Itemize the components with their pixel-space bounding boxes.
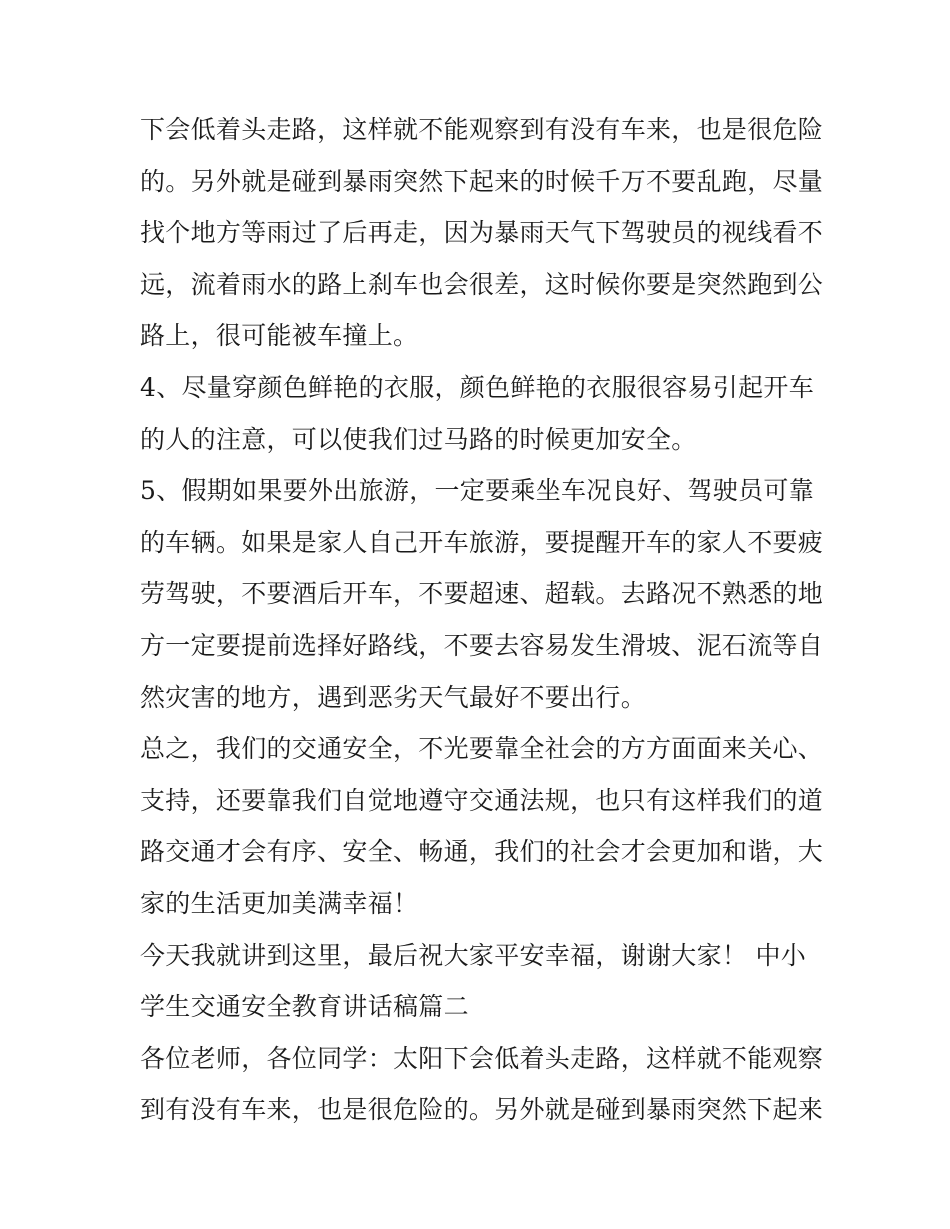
text-line: 支持，还要靠我们自觉地遵守交通法规，也只有这样我们的道 — [140, 785, 824, 815]
text-line: 各位老师，各位同学：太阳下会低着头走路，这样就不能观察 — [140, 1043, 824, 1073]
text-line: 方一定要提前选择好路线，不要去容易发生滑坡、泥石流等自 — [140, 630, 824, 660]
text-line: 下会低着头走路，这样就不能观察到有没有车来，也是很危险 — [140, 115, 824, 144]
text-line: 路上，很可能被车撞上。 — [140, 321, 419, 351]
text-line: 总之，我们的交通安全，不光要靠全社会的方方面面来关心、 — [140, 734, 824, 764]
text-line: 的人的注意，可以使我们过马路的时候更加安全。 — [140, 424, 697, 454]
text-line: 劳驾驶，不要酒后开车，不要超速、超载。去路况不熟悉的地 — [140, 579, 824, 609]
section-heading-line: 学生交通安全教育讲话稿篇二 — [140, 992, 469, 1022]
document-body — [140, 104, 824, 1136]
text-line: 今天我就讲到这里，最后祝大家平安幸福，谢谢大家！ 中小 — [140, 940, 807, 970]
text-line: 5、假期如果要外出旅游，一定要乘坐车况良好、驾驶员可靠 — [140, 476, 815, 506]
text-line: 的。另外就是碰到暴雨突然下起来的时候千万不要乱跑，尽量 — [140, 166, 824, 196]
text-line: 的车辆。如果是家人自己开车旅游，要提醒开车的家人不要疲 — [140, 527, 824, 557]
text-line: 找个地方等雨过了后再走，因为暴雨天气下驾驶员的视线看不 — [140, 218, 824, 248]
text-line: 家的生活更加美满幸福！ — [140, 888, 419, 918]
text-line: 到有没有车来，也是很危险的。另外就是碰到暴雨突然下起来 — [140, 1095, 824, 1125]
text-line: 路交通才会有序、安全、畅通，我们的社会才会更加和谐，大 — [140, 837, 824, 867]
text-line: 然灾害的地方，遇到恶劣天气最好不要出行。 — [140, 682, 647, 712]
text-line: 远，流着雨水的路上刹车也会很差，这时候你要是突然跑到公 — [140, 269, 824, 299]
text-line: 4、尽量穿颜色鲜艳的衣服，颜色鲜艳的衣服很容易引起开车 — [140, 372, 815, 402]
